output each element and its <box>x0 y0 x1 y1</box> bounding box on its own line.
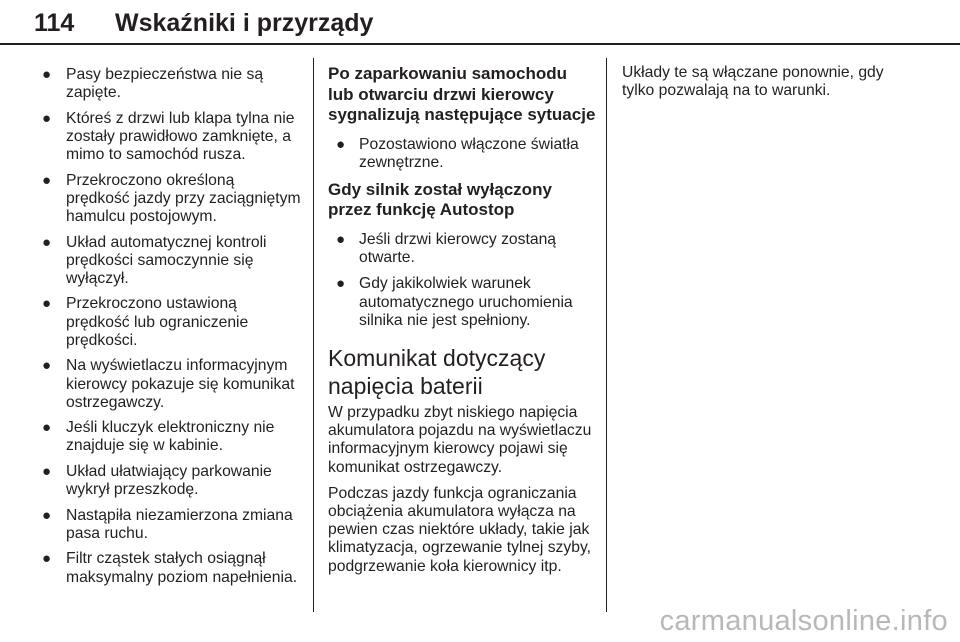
warning-list <box>40 66 302 587</box>
bullet-icon: ● <box>42 295 52 313</box>
bullet-icon: ● <box>42 233 52 251</box>
reactivation-paragraph: Układy te są włączane ponownie, gdy tylko pozwalają na to warunki. <box>622 64 884 100</box>
header-rule <box>0 43 960 45</box>
list-item <box>40 295 302 350</box>
battery-paragraph-2: Podczas jazdy funkcja ograniczania obciążenia akumulatora wyłącza na pewien czas niektóre układy, takie jak klimatyzacja, ogrzewanie tylnej szyby, podgrzewanie koła kierownicy itp. <box>328 484 592 575</box>
column-divider-2 <box>606 58 607 612</box>
list-item <box>40 419 302 455</box>
column-2 <box>328 64 596 584</box>
column-1 <box>40 66 302 594</box>
page-number: 114 <box>34 9 75 37</box>
list-item <box>40 463 302 499</box>
list-item-text: Układ ułatwiający parkowanie wykrył przeszkodę. <box>66 462 272 499</box>
subheading-after-parking: Po zaparkowaniu samochodu lub otwarciu drzwi kierowcy sygnalizują następujące sytuacje <box>328 64 596 124</box>
page-title: Wskaźniki i przyrządy <box>115 9 374 37</box>
list-item-text: Jeśli kluczyk elektroniczny nie znajduje się w kabinie. <box>66 419 275 455</box>
bullet-icon: ● <box>42 109 52 127</box>
bullet-icon: ● <box>42 357 52 375</box>
column-divider-1 <box>313 58 314 612</box>
list-item-text: Na wyświetlaczu informacyjnym kierowcy pokazuje się komunikat ostrzegawczy. <box>66 357 295 411</box>
list-item-text: Nastąpiła niezamierzona zmiana pasa ruchu. <box>66 506 293 542</box>
watermark: carmanualsonline.info <box>659 605 948 637</box>
list-item-text: Filtr cząstek stałych osiągnął maksymalny poziom napełnienia. <box>66 550 298 586</box>
list-item <box>40 550 302 586</box>
column-3 <box>622 64 892 108</box>
battery-paragraph-1: W przypadku zbyt niskiego napięcia akumulatora pojazdu na wyświetlaczu informacyjnym kierowcy pojawi się komunikat ostrzegawczy. <box>328 403 592 476</box>
list-item <box>40 507 302 543</box>
bullet-icon: ● <box>336 275 346 293</box>
bullet-icon: ● <box>42 171 52 189</box>
list-item-text: Gdy jakikolwiek warunek automatycznego uruchomienia silnika nie jest spełniony. <box>359 275 573 329</box>
parking-list <box>328 136 596 172</box>
list-item <box>328 231 596 267</box>
list-item-text: Pozostawiono włączone światła zewnętrzne. <box>359 135 579 171</box>
bullet-icon: ● <box>42 550 52 568</box>
list-item <box>40 357 302 412</box>
bullet-icon: ● <box>42 462 52 480</box>
list-item-text: Przekroczono ustawioną prędkość lub ograniczenie prędkości. <box>66 295 249 349</box>
list-item-text: Jeśli drzwi kierowcy zostaną otwarte. <box>359 230 557 267</box>
bullet-icon: ● <box>42 419 52 437</box>
list-item <box>328 136 596 172</box>
list-item <box>40 66 302 102</box>
list-item <box>40 172 302 227</box>
bullet-icon: ● <box>336 135 346 153</box>
list-item <box>328 275 596 330</box>
bullet-icon: ● <box>42 506 52 524</box>
autostop-list <box>328 231 596 330</box>
bullet-icon: ● <box>42 66 52 83</box>
list-item-text: Któreś z drzwi lub klapa tylna nie zostały prawidłowo zamknięte, a mimo to samochód rusza. <box>66 109 295 164</box>
list-item <box>40 234 302 289</box>
bullet-icon: ● <box>336 230 346 248</box>
list-item-text: Pasy bezpieczeństwa nie są zapięte. <box>66 66 264 102</box>
section-title-battery: Komunikat dotyczący napięcia baterii <box>328 344 546 399</box>
list-item-text: Układ automatycznej kontroli prędkości samoczynnie się wyłączył. <box>66 233 267 287</box>
page-header <box>0 8 960 46</box>
subheading-autostop: Gdy silnik został wyłączony przez funkcję Autostop <box>328 179 552 220</box>
list-item-text: Przekroczono określoną prędkość jazdy przy zaciągniętym hamulcu postojowym. <box>66 171 301 226</box>
list-item <box>40 110 302 165</box>
